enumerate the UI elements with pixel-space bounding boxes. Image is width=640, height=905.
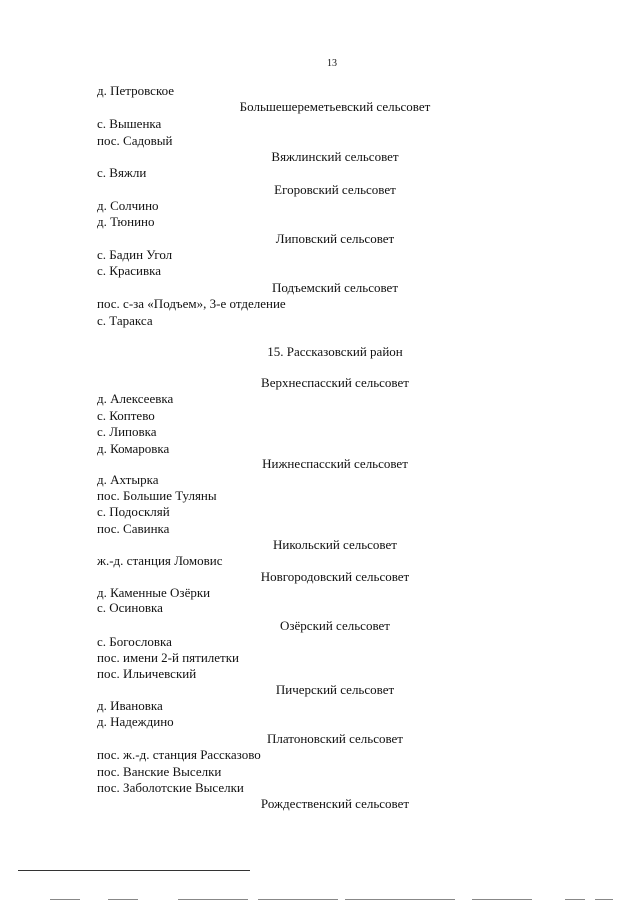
settlement-line: д. Тюнино xyxy=(97,214,155,229)
settlement-line: с. Липовка xyxy=(97,424,157,439)
settlement-line: пос. Садовый xyxy=(97,133,173,148)
settlement-line: пос. Большие Туляны xyxy=(97,488,217,503)
settlement-line: д. Солчино xyxy=(97,198,159,213)
settlement-line: с. Богословка xyxy=(97,634,172,649)
settlement-line: д. Надеждино xyxy=(97,714,174,729)
settlement-line: с. Красивка xyxy=(97,263,161,278)
settlement-line: д. Алексеевка xyxy=(97,391,174,406)
council-heading: Платоновский сельсовет xyxy=(267,731,403,746)
page-number: 13 xyxy=(327,58,337,69)
settlement-line: пос. с-за «Подъем», 3-е отделение xyxy=(97,296,286,311)
scan-artifact xyxy=(178,899,248,900)
settlement-line: с. Бадин Угол xyxy=(97,247,173,262)
settlement-line: с. Вышенка xyxy=(97,116,162,131)
district-heading: 15. Рассказовский район xyxy=(267,344,403,359)
settlement-line: пос. Заболотские Выселки xyxy=(97,780,244,795)
scan-artifact xyxy=(108,899,138,900)
council-heading: Новгородовский сельсовет xyxy=(260,569,410,584)
settlement-line: д. Петровское xyxy=(97,83,175,98)
scan-artifact xyxy=(50,899,80,900)
council-heading: Большешереметьевский сельсовет xyxy=(239,99,431,114)
council-heading: Подъемский сельсовет xyxy=(272,280,398,295)
council-heading: Вяжлинский сельсовет xyxy=(271,149,399,164)
settlement-line: пос. Ильичевский xyxy=(97,666,197,681)
settlement-line: пос. Ванские Выселки xyxy=(97,764,222,779)
settlement-line: с. Вяжли xyxy=(97,165,147,180)
settlement-line: д. Комаровка xyxy=(97,441,170,456)
settlement-line: с. Таракса xyxy=(97,313,153,328)
council-heading: Озёрский сельсовет xyxy=(280,618,390,633)
settlement-line: пос. ж.-д. станция Рассказово xyxy=(97,747,261,762)
settlement-line: с. Коптево xyxy=(97,408,155,423)
council-heading: Пичерский сельсовет xyxy=(275,682,395,697)
council-heading: Верхнеспасский сельсовет xyxy=(261,375,409,390)
settlement-line: с. Осиновка xyxy=(97,600,163,615)
settlement-line: пос. Савинка xyxy=(97,521,170,536)
scan-artifact xyxy=(565,899,585,900)
scan-artifact xyxy=(472,899,532,900)
settlement-line: с. Подоскляй xyxy=(97,504,170,519)
council-heading: Липовский сельсовет xyxy=(275,231,395,246)
settlement-line: д. Ивановка xyxy=(97,698,163,713)
scan-artifact xyxy=(595,899,613,900)
scan-artifact xyxy=(345,899,455,900)
settlement-line: д. Ахтырка xyxy=(97,472,159,487)
council-heading: Рождественский сельсовет xyxy=(260,796,410,811)
council-heading: Нижнеспасский сельсовет xyxy=(262,456,408,471)
settlement-line: пос. имени 2-й пятилетки xyxy=(97,650,239,665)
footnote-rule xyxy=(18,870,250,871)
scan-artifact xyxy=(258,899,338,900)
council-heading: Никольский сельсовет xyxy=(273,537,397,552)
council-heading: Егоровский сельсовет xyxy=(274,182,396,197)
settlement-line: д. Каменные Озёрки xyxy=(97,585,211,600)
settlement-line: ж.-д. станция Ломовис xyxy=(97,553,223,568)
